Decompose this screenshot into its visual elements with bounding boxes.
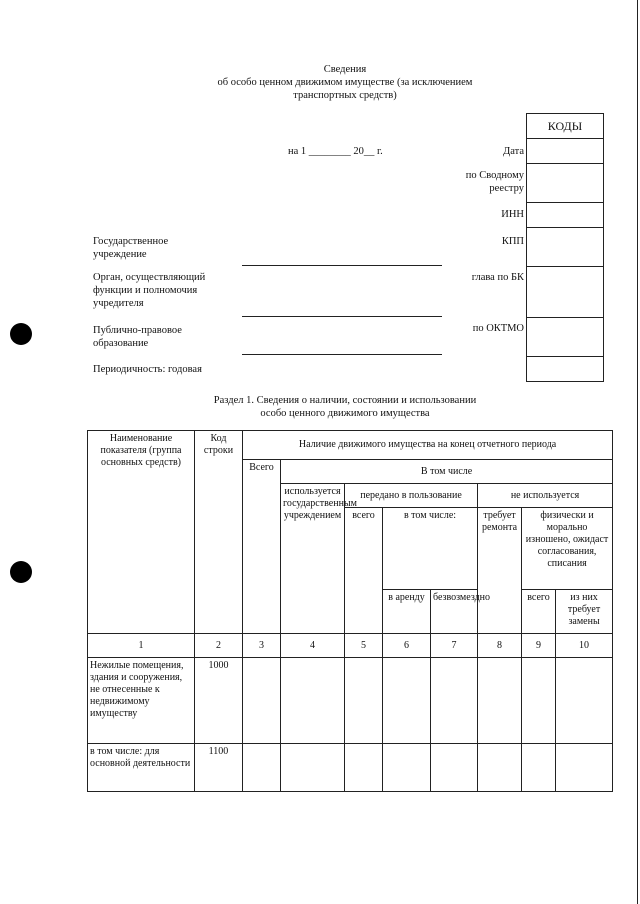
entity-input-line [242,354,442,355]
value-cell[interactable] [281,658,345,744]
code-cell-bk [527,267,604,318]
column-number: 5 [345,634,383,658]
founder-input-line [242,316,442,317]
header-free-use: безвозмездно [431,590,478,634]
code-cell-kpp [527,228,604,267]
label-bk: глава по БК [471,272,524,283]
field-founder-line: функции и полномочия [93,285,198,296]
header-transferred-total: всего [345,508,383,634]
header-rent: в аренду [383,590,431,634]
section-heading [150,394,540,420]
title-line: об особо ценном движимом имуществе (за исключением [217,77,473,88]
code-cell-periodicity [527,357,604,382]
code-cell-date [527,139,604,164]
header-used: используется государственным учреждением [281,484,345,634]
value-cell[interactable] [522,744,556,792]
label-kpp: КПП [501,236,524,247]
field-institution-line: Государственное [93,236,169,247]
row-code: 1100 [195,744,243,792]
field-founder-line: Орган, осуществляющий [93,272,206,283]
title-line: Сведения [323,64,367,75]
value-cell[interactable] [431,744,478,792]
column-number: 8 [478,634,522,658]
value-cell[interactable] [243,744,281,792]
value-cell[interactable] [383,744,431,792]
codes-table [526,113,604,382]
header-code: Код строки [195,431,243,634]
column-number: 10 [556,634,613,658]
header-worn-total: всего [522,590,556,634]
field-entity-line: Публично-правовое [93,325,182,336]
section-heading-line: особо ценного движимого имущества [260,408,430,419]
label-date: Дата [503,146,524,157]
value-cell[interactable] [478,744,522,792]
assets-table [87,430,613,792]
binder-hole [10,323,32,345]
column-number: 7 [431,634,478,658]
code-cell-registry [527,164,604,203]
header-worn-out: физически и морально изношено, ожидаст согласования, списания [522,508,613,590]
header-total: Всего [243,460,281,634]
value-cell[interactable] [345,658,383,744]
page-edge-line [637,0,638,904]
row-code: 1000 [195,658,243,744]
value-cell[interactable] [383,658,431,744]
row-name: Нежилые помещения, здания и сооружения, не отнесенные к недвижимому имуществу [88,658,195,744]
value-cell[interactable] [431,658,478,744]
label-registry-line: реестру [489,183,524,194]
value-cell[interactable] [345,744,383,792]
header-needs-repair: требует ремонта [478,508,522,634]
report-date: на 1 ________ 20__ г. [288,146,383,157]
field-entity-line: образование [93,338,149,349]
title-line: транспортных средств) [293,90,397,101]
document-title [150,63,540,102]
field-institution [93,235,168,261]
codes-header: КОДЫ [527,114,604,139]
column-number: 2 [195,634,243,658]
field-entity [93,324,182,350]
header-name: Наименование показателя (группа основных средств) [88,431,195,634]
value-cell[interactable] [281,744,345,792]
field-periodicity: Периодичность: годовая [93,364,202,375]
value-cell[interactable] [556,658,613,744]
table-row [88,658,613,744]
value-cell[interactable] [522,658,556,744]
binder-hole [10,561,32,583]
column-number: 1 [88,634,195,658]
column-number: 6 [383,634,431,658]
column-number: 3 [243,634,281,658]
code-cell-inn [527,203,604,228]
field-founder [93,271,205,310]
column-number: 9 [522,634,556,658]
code-cell-oktmo [527,318,604,357]
header-not-used: не используется [478,484,613,508]
field-institution-line: учреждение [93,249,147,260]
label-inn: ИНН [501,209,524,220]
label-oktmo: по ОКТМО [472,323,524,334]
label-registry-line: по Сводному [465,170,524,181]
section-heading-line: Раздел 1. Сведения о наличии, состоянии и использовании [213,395,477,406]
header-including: В том числе [281,460,613,484]
column-number: 4 [281,634,345,658]
header-worn-replace: из них требует замены [556,590,613,634]
field-founder-line: учредителя [93,298,144,309]
value-cell[interactable] [556,744,613,792]
label-registry [420,169,524,195]
value-cell[interactable] [243,658,281,744]
table-row [88,744,613,792]
header-transferred-including: в том числе: [383,508,478,590]
value-cell[interactable] [478,658,522,744]
institution-input-line [242,265,442,266]
header-presence: Наличие движимого имущества на конец отчетного периода [243,431,613,460]
header-transferred: передано в пользование [345,484,478,508]
row-name: в том числе: для основной деятельности [88,744,195,792]
